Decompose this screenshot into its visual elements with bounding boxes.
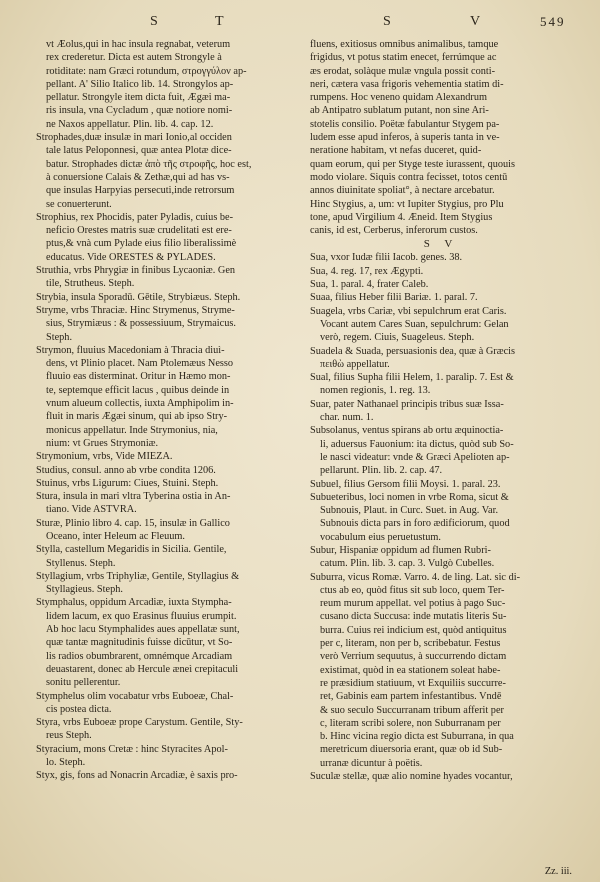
text-line: lo. Steph. — [46, 757, 86, 769]
text-line: fluit in maris Ægæi sinum, qui ab ipso Stry- — [46, 411, 228, 423]
text-line: modo violare. Siquis contra fecisset, totos centū — [310, 171, 508, 183]
text-line: ne Naxos appellatur. Plin. lib. 4. cap. 12. — [46, 118, 214, 130]
text-line: catum. Plin. lib. 3. cap. 3. Vulgò Cubelles. — [320, 558, 495, 570]
text-line: Styllagium, vrbs Triphyliæ, Gentile, Styllagius & — [36, 570, 240, 582]
text-line: πειθὼ appellatur. — [320, 358, 390, 370]
text-line: Strymon, fluuius Macedoniam à Thracia diuì- — [36, 344, 225, 356]
text-line: ab Antipatro sublatum putant, non sine Ari- — [310, 105, 489, 117]
text-line: Subnouis dicta pars in foro ædificiorum, quod — [320, 518, 510, 530]
text-line: Ab hoc lacu Stymphalides aues appellatæ sunt, — [46, 624, 240, 636]
text-line: neri, cætera vasa frigoris vehementia statim di- — [310, 78, 504, 90]
text-line: existimat, quòd in ea stationem soleat habe- — [320, 664, 501, 676]
section-subhead: S V — [423, 238, 459, 251]
text-line: Suagela, vrbs Cariæ, vbi sepulchrum erat Caris. — [310, 305, 507, 317]
running-head-right-letter-1: S — [383, 14, 393, 29]
text-line: tile, Strutheus. Steph. — [46, 278, 135, 290]
text-line: te, septemque efficit lacus , quibus deinde in — [46, 384, 230, 396]
text-line: ludem esse apud inferos, à superis tanta in ve- — [310, 132, 500, 144]
text-line: educatus. Vide ORESTES & PYLADES. — [46, 251, 216, 263]
text-line: deuastarent, donec ab Hercule æneì crepitaculi — [46, 663, 239, 675]
text-line: Styllagieus. Steph. — [46, 584, 123, 596]
text-line: Styx, gis, fons ad Nonacrin Arcadiæ, è saxis pro- — [36, 770, 238, 782]
text-line: Sual, filius Supha filii Helem, 1. paralip. 7. Est & — [310, 372, 514, 384]
text-line: Subsolanus, ventus spirans ab ortu æquinoctia- — [310, 425, 504, 437]
text-line: quam eorum, qui per Styge teste iurassent, quouis — [310, 158, 516, 170]
text-line: Stura, insula in mari vltra Tyberina ostia in An- — [36, 491, 231, 503]
text-line: pellatur. Strongyle item dicta fuit, Ægæi ma- — [46, 92, 231, 104]
text-line: sius, Strymiæus : & possessiuum, Strymaicus. — [46, 318, 236, 330]
text-line: Strybia, insula Sporadū. Gētile, Strybiæus. Steph. — [36, 291, 241, 303]
text-line: neficio Orestes matris suæ crudelitati est ere- — [46, 225, 232, 237]
text-line: verò Verrium sequutus, à succurrendo dictam — [320, 651, 507, 663]
right-column — [310, 38, 572, 783]
text-line: meretricum diuersoria erant, quæ ob id Sub- — [320, 744, 503, 756]
text-line: Styra, vrbs Euboeæ prope Carystum. Gentile, Sty- — [36, 717, 243, 729]
text-line: Stylla, castellum Megaridis in Sicilia. Gentile, — [36, 544, 227, 556]
text-line: monicus appellatur. Inde Strymonius, nia, — [46, 424, 218, 436]
text-line: Sua, 4. reg. 17, rex Ægypti. — [310, 265, 424, 277]
text-line: pellant. A' Silio Italico lib. 14. Strongylos ap- — [46, 78, 234, 90]
text-line: quæ tantæ magnitudinis fuisse dicūtur, vt So- — [46, 637, 233, 649]
text-line: nium: vt Grues Strymoniæ. — [46, 437, 159, 449]
running-head-right-letter-2: V — [470, 14, 483, 29]
text-line: annos diuinitate spoliat°, à nectare arcebatur. — [310, 185, 495, 197]
running-head — [0, 14, 600, 34]
text-line: sonitu pellerentur. — [46, 677, 121, 689]
text-line: vnum alueum collectis, iuxta Amphipolim in- — [46, 398, 234, 410]
text-line: Suar, pater Nathanael principis tribus suæ Issa- — [310, 398, 504, 410]
text-line: dens, vt Plinio placet. Nam Ptolemæus Nesso — [46, 358, 234, 370]
right-column-top-entries — [310, 38, 572, 237]
text-line: Stymphelus olim vocabatur vrbs Euboeæ, Chal- — [36, 690, 234, 702]
text-line: rumpens. Hoc veneno quidam Alexandrum — [310, 92, 488, 104]
text-line: fluens, exitiosus omnibus animalibus, tamque — [310, 39, 499, 50]
text-line: cusano dicta Succusa: inde mutatis literis Su- — [320, 611, 507, 623]
text-line: Stuinus, vrbs Ligurum: Ciues, Stuini. Steph. — [36, 477, 219, 489]
text-line: Vocant autem Cares Suan, sepulchrum: Gelan — [320, 318, 509, 330]
page-number: 549 — [540, 14, 566, 29]
left-column — [36, 38, 298, 783]
text-line: re præsidium statiuum, vt Exquiliis succurre- — [320, 677, 506, 689]
text-line: que insulas Harpyias persecuti,inde retrorsum — [46, 185, 235, 197]
text-line: ris insula, vna Cycladum , quæ notiore nomi- — [46, 105, 233, 117]
text-line: b. Hinc vicina regio dicta est Suburrana, in qua — [320, 731, 514, 743]
text-line: rex crederetur. Dicta est autem Strongyle à — [46, 52, 222, 64]
text-line: Suculæ stellæ, quæ alio nomine hyades vocantur, — [310, 771, 513, 783]
text-line: Subuel, filius Gersom filii Moysi. 1. paral. 23. — [310, 478, 501, 490]
text-line: burra. Cuius rei indicium est, quòd antiquitus — [320, 624, 507, 636]
text-line: ctus ab eo, quòd fitus sit sub loco, quem Ter- — [320, 584, 505, 596]
right-column-bottom-entries — [310, 251, 572, 783]
text-line: urranæ dicuntur à poëtis. — [320, 757, 423, 769]
text-line: vocabulum eius peruetustum. — [320, 531, 441, 543]
text-line: Styracium, mons Cretæ : hinc Styracites Apol- — [36, 743, 228, 755]
text-line: li, aduersus Fauonium: ita dictus, quòd sub So- — [320, 438, 514, 450]
text-line: tone, apud Virgilium 4. Æneid. Item Stygius — [310, 211, 493, 223]
text-line: Strymonium, vrbs, Vide MIEZA. — [36, 451, 173, 463]
text-line: Sturæ, Plinio libro 4. cap. 15, insulæ in Gallico — [36, 517, 230, 529]
text-line: canis, id est, Cerberus, inferorum custos. — [310, 225, 478, 237]
text-line: à conuersione Calais & Zethæ,qui ad has vs- — [46, 171, 230, 183]
text-line: cis postea dicta. — [46, 703, 112, 715]
text-line: & suo seculo Succurranam tribum afferit per — [320, 704, 504, 716]
text-line: rotiditate: nam Græci rotundum, στρογγύλον ap- — [46, 65, 247, 77]
text-line: Oceano, inter Heleum ac Fleuum. — [46, 530, 185, 542]
text-line: Struthia, vrbs Phrygiæ in finibus Lycaoniæ. Gen — [36, 265, 236, 277]
text-line: Sua, vxor Iudæ filii Iacob. genes. 38. — [310, 252, 463, 264]
text-line: lis radios obumbrarent, omnémque Arcadiam — [46, 650, 233, 662]
text-line: Styllenus. Steph. — [46, 557, 116, 569]
text-line: reus Steph. — [46, 730, 92, 742]
text-line: æs erodat, solàque mulæ vngula possit conti- — [310, 65, 496, 77]
text-line: nomen regionis, 1. reg. 13. — [320, 385, 431, 397]
signature-mark: Zz. iii. — [544, 866, 572, 877]
text-line: Strophius, rex Phocidis, pater Pyladis, cuius be- — [36, 211, 234, 223]
text-line: Steph. — [46, 331, 73, 343]
text-line: c, literam scribi solere, non Suburranam per — [320, 717, 501, 729]
text-line: tale latus Peloponnesi, quæ antea Plotæ dice- — [46, 145, 232, 157]
text-line: Suburra, vicus Romæ. Varro. 4. de ling. Lat. sic di- — [310, 571, 521, 583]
text-line: Suadela & Suada, persuasionis dea, quæ à Græcis — [310, 345, 516, 357]
text-line: lidem lacum, ex quo Erasinus fluuius erumpit. — [46, 610, 237, 622]
text-line: ret, Gabinis eam partem infestantibus. Vndē — [320, 691, 502, 703]
running-head-left-letter-2: T — [215, 14, 226, 29]
text-line: reum murum appellat. vel potius à pago Suc- — [320, 598, 506, 610]
text-line: frigidus, vt potus statim enecet, ferrúmque ac — [310, 52, 497, 64]
text-line: se conuerterunt. — [46, 198, 112, 210]
text-line: neratione habitam, vt nefas duceret, quid- — [310, 145, 482, 157]
text-line: Sua, 1. paral. 4, frater Caleb. — [310, 279, 429, 291]
text-line: Subnouis, Plaut. in Curc. Suet. in Aug. Var. — [320, 505, 499, 517]
text-line: Strophades,duæ insulæ in mari Ionio,al occiden — [36, 132, 232, 144]
text-line: fluuio eas disterminat. Oritur in Hæmo mon- — [46, 371, 231, 383]
text-line: ptus,& vnà cum Pylade eius filio liberalissimè — [46, 238, 237, 250]
text-line: verò, regem. Ciuis, Suageleus. Steph. — [320, 332, 475, 344]
text-line: per c, literam, non per b, scribebatur. Festus — [320, 638, 501, 650]
text-line: Subueteribus, loci nomen in vrbe Roma, sicut & — [310, 491, 509, 503]
running-head-left-letter-1: S — [150, 14, 160, 29]
text-line: tiano. Vide ASTVRA. — [46, 504, 137, 516]
text-line: Stryme, vrbs Thraciæ. Hinc Strymenus, Stryme- — [36, 304, 235, 316]
text-line: char. num. 1. — [320, 412, 374, 424]
text-line: vt Æolus,qui in hac insula regnabat, veterum — [46, 39, 231, 50]
text-line: stotelis consilio. Poëtæ fabulantur Stygem pa- — [310, 118, 500, 130]
text-line: Studius, consul. anno ab vrbe condita 1206. — [36, 464, 216, 476]
text-line: batur. Strophades dictæ ἀπὸ τῆς στροφῆς, hoc est, — [46, 158, 252, 170]
text-line: Hinc Stygius, a, um: vt Iupiter Stygius, pro Plu — [310, 198, 504, 210]
text-line: le nasci videatur: vnde & Græci Apelioten ap- — [320, 451, 510, 463]
text-line: Suaa, filius Heber filii Bariæ. 1. paral. 7. — [310, 292, 478, 304]
text-line: pellarunt. Plin. lib. 2. cap. 47. — [320, 465, 443, 477]
text-line: Stymphalus, oppidum Arcadiæ, iuxta Stympha- — [36, 597, 232, 609]
text-line: Subur, Hispaniæ oppidum ad flumen Rubri- — [310, 544, 491, 556]
